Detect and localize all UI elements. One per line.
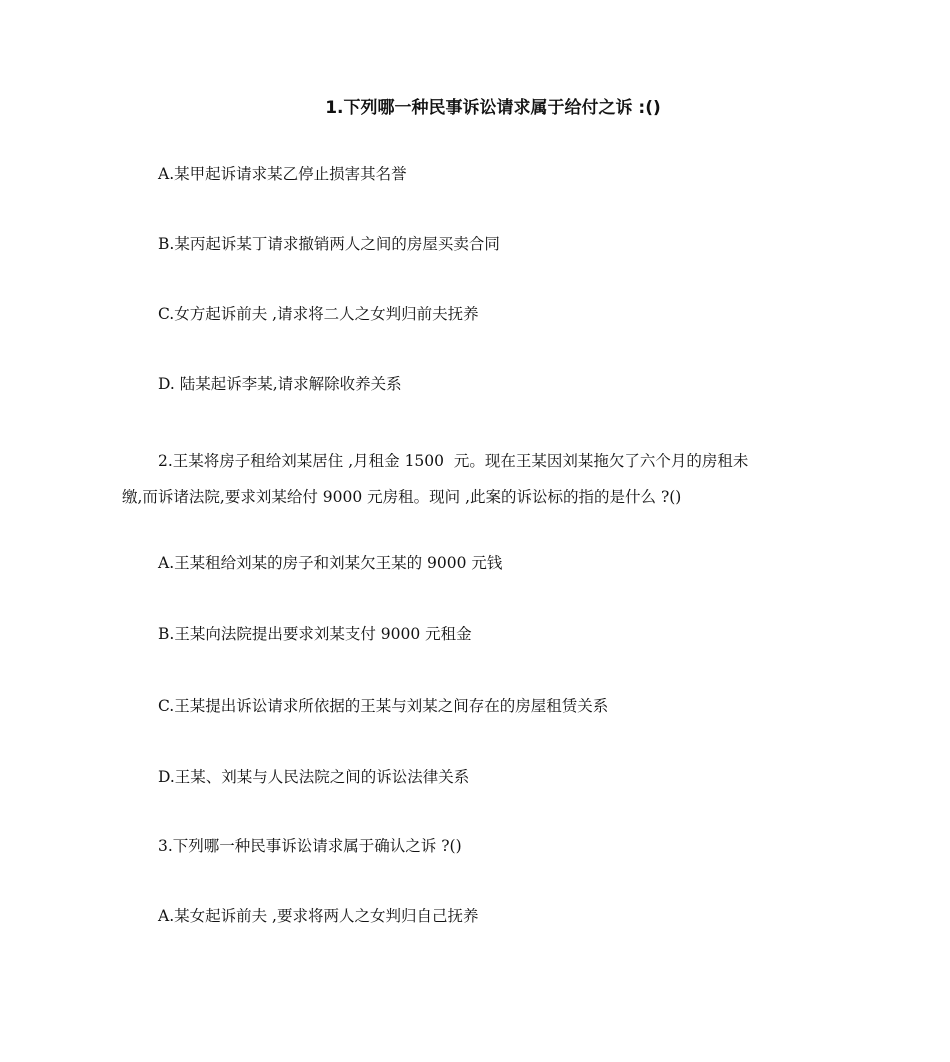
question-3-option-a: A.某女起诉前夫 ,要求将两人之女判归自己抚养 — [158, 907, 479, 925]
question-1-option-a: A.某甲起诉请求某乙停止损害其名誉 — [158, 165, 407, 183]
question-1-option-c: C.女方起诉前夫 ,请求将二人之女判归前夫抚养 — [158, 305, 479, 323]
question-1-option-b: B.某丙起诉某丁请求撤销两人之间的房屋买卖合同 — [158, 235, 500, 253]
question-1-title: 1.下列哪一种民事诉讼请求属于给付之诉 :() — [325, 98, 661, 118]
question-2-option-a: A.王某租给刘某的房子和刘某欠王某的 9000 元钱 — [158, 554, 503, 572]
question-2-stem-line-2: 缴,而诉诸法院,要求刘某给付 9000 元房租。现问 ,此案的诉讼标的指的是什么 ?() — [122, 488, 682, 506]
question-2-option-d: D.王某、刘某与人民法院之间的诉讼法律关系 — [158, 768, 470, 786]
question-2-option-c: C.王某提出诉讼请求所依据的王某与刘某之间存在的房屋租赁关系 — [158, 697, 609, 715]
question-3-stem: 3.下列哪一种民事诉讼请求属于确认之诉 ?() — [158, 837, 462, 855]
question-2-option-b: B.王某向法院提出要求刘某支付 9000 元租金 — [158, 625, 472, 643]
question-1-option-d: D. 陆某起诉李某,请求解除收养关系 — [158, 375, 402, 393]
question-2-stem-line-1: 2.王某将房子租给刘某居住 ,月租金 1500 元。现在王某因刘某拖欠了六个月的房租未 — [158, 452, 749, 470]
